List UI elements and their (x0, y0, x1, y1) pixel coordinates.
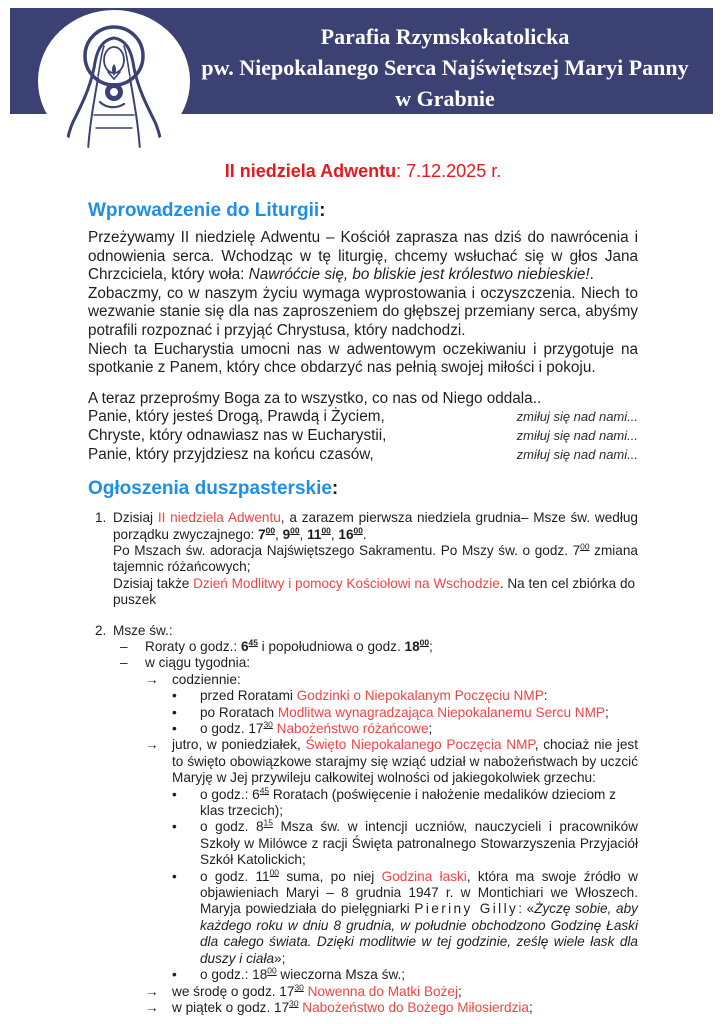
announcement-row-text (200, 721, 638, 737)
announcement-row-text (145, 655, 638, 671)
announcement-row-text (172, 1000, 638, 1016)
text-run: 6 (240, 638, 249, 654)
litany-invocation: Chryste, który odnawiasz nas w Eucharystii, (88, 426, 387, 444)
text-run: 11 (307, 526, 322, 542)
announcement-row (88, 1000, 638, 1016)
arrow-marker: → (145, 999, 159, 1015)
dash-marker: – (120, 638, 128, 654)
text-run: , która ma swoje źródło w objawieniach Maryi – 8 grudnia 1947 r. w Montichiari we Włoszech. Maryja powiedziała do pielęgniarki (200, 868, 638, 917)
virgin-mary-icon (38, 10, 190, 152)
text-run: po Roratach (200, 704, 278, 720)
bullet-marker: • (172, 721, 177, 736)
text-run: 00 (269, 867, 279, 878)
intro-paragraph (88, 229, 638, 285)
text-run: w ciągu tygodnia: (145, 655, 251, 671)
text-run: Msze św.: (113, 622, 173, 638)
announcements-section (88, 478, 638, 1016)
text-run: 00 (419, 637, 430, 648)
announcement-row (88, 981, 638, 1000)
text-run: Dzisiaj także (113, 575, 194, 591)
arrow-marker: → (145, 737, 159, 753)
announcement-row (88, 705, 638, 721)
text-run: , (330, 526, 339, 542)
announcement-row-text (200, 688, 638, 704)
text-run: Msza św. w intencji uczniów, nauczycieli i pracowników Szkoły w Milówce z racji Święta patronalnego Stowarzyszenia Przyjaciół Szkół Katolickich; (200, 819, 638, 868)
bulletin-content (88, 160, 638, 1024)
text-run: 30 (263, 719, 273, 730)
announcement-row-text (172, 672, 638, 688)
text-run: jutro, w poniedziałek, (172, 737, 306, 753)
announcement-item-1 (88, 510, 638, 608)
marian-logo (38, 10, 190, 152)
text-run: 00 (267, 965, 277, 976)
text-run: 7 (258, 526, 266, 542)
item-number: 2. (95, 622, 107, 638)
litany-invocation: Panie, który jesteś Drogą, Prawdą i Życiem, (88, 408, 385, 426)
text-run: 00 (321, 525, 331, 535)
text-run: Przeżywamy II niedzielę Adwentu – Kościół zaprasza nas dziś do nawrócenia i odnowienia serca. Wchodząc w tę liturgię, chcemy wsłuchać się w głos Jana Chrzciciela, który woła: (88, 229, 638, 284)
announcement-row (88, 787, 638, 820)
dash-marker: – (120, 655, 128, 671)
text-run: Zobaczmy, co w naszym życiu wymaga wyprostowania i oczyszczenia. Niech to wezwanie stanie się dla nas zaproszeniem do głębszej przemiany serca, abyśmy potrafili rozpoznać i przyjąć Chrystusa, który nadchodzi. (88, 284, 638, 339)
announcements-heading-text: Ogłoszenia duszpasterskie (88, 478, 332, 500)
litany-lead: A teraz przeprośmy Boga za to wszystko, co nas od Niego oddala.. (88, 389, 542, 407)
item-label (113, 623, 638, 639)
arrow-marker: → (145, 983, 159, 999)
bullet-marker: • (172, 967, 177, 983)
text-run: Nowenna do Matki Bożej (307, 983, 458, 999)
announcements-heading-colon: : (331, 478, 339, 500)
item-paragraph (113, 576, 638, 609)
text-run: suma, po niej (278, 868, 382, 884)
litany-response: zmiłuj się nad nami... (516, 427, 638, 443)
litany-response: zmiłuj się nad nami... (516, 409, 638, 425)
text-run: , a zarazem pierwsza niedziela grudnia– Msze św. według porządku zwyczajnego: (113, 510, 638, 542)
bullet-marker: • (172, 688, 177, 704)
intro-paragraph (88, 285, 638, 341)
text-run: ; (605, 704, 609, 720)
text-run: ; (457, 983, 462, 999)
text-run: Modlitwa wynagradzająca Niepokalanemu Sercu NMP (277, 704, 606, 720)
text-run: ; (429, 638, 433, 654)
text-run: Nabożeństwo różańcowe (276, 721, 429, 736)
text-run: wieczorna Msza św.; (276, 967, 406, 983)
text-run: Niech ta Eucharystia umocni nas w adwentowym oczekiwaniu i przygotuje na spotkanie z Panem, który chce obdarzyć nas pełnią swojej miłości i pokoju. (88, 340, 638, 377)
litany-line (88, 446, 638, 465)
text-run: i popołudniowa o godz. (257, 638, 405, 654)
text-run: Dzisiaj (113, 510, 158, 526)
arrow-marker: → (145, 671, 159, 687)
parish-name-line3: w Grabnie (395, 86, 495, 111)
announcement-row (88, 721, 638, 737)
text-run: Nawróćcie się, bo bliskie jest królestwo niebieskie! (248, 266, 590, 284)
text-run: 16 (338, 526, 354, 542)
text-run: Godzinki o Niepokalanym Poczęciu NMP (296, 688, 544, 704)
announcements-heading (88, 478, 638, 500)
announcement-row-text (200, 869, 638, 967)
text-run: Po Mszach św. adoracja Najświętszego Sakramentu. Po Mszy św. o godz. 7 (113, 542, 581, 558)
bullet-marker: • (172, 868, 177, 884)
text-run: Roraty o godz.: (145, 638, 241, 654)
announcement-row (88, 688, 638, 704)
parish-header-text (185, 21, 705, 114)
litany-invocation: Panie, który przyjdziesz na końcu czasów, (88, 445, 374, 463)
announcements-list (88, 510, 638, 1016)
text-run: II niedziela Adwentu (157, 510, 281, 526)
text-run: o godz.: 18 (200, 967, 268, 983)
litany-block (88, 408, 638, 464)
intro-paragraph (88, 341, 638, 378)
text-run: 18 (404, 638, 420, 654)
text-run: 00 (265, 525, 276, 535)
text-run: przed Roratami (200, 688, 297, 704)
announcement-row (88, 639, 638, 655)
announcement-row (88, 672, 638, 688)
text-run: Święto Niepokalanego Poczęcia NMP (305, 737, 535, 753)
text-run: 00 (580, 541, 590, 552)
text-run: : 7.12.2025 r. (396, 161, 502, 181)
text-run: ; (428, 721, 433, 736)
bullet-marker: • (172, 786, 177, 802)
text-run: codziennie: (172, 671, 241, 687)
item-paragraph (113, 543, 638, 576)
intro-heading-colon: : (319, 200, 326, 221)
litany-line (88, 427, 638, 446)
text-run: 00 (353, 525, 363, 535)
text-run: Dzień Modlitwy i pomocy Kościołowi na Wschodzie (193, 575, 500, 591)
item-paragraph (113, 510, 638, 543)
text-run: : « (518, 901, 535, 917)
text-run: we środę o godz. 17 (172, 983, 295, 999)
text-run: Godzina łaski (381, 868, 467, 884)
text-run: ; (528, 999, 533, 1015)
intro-heading (88, 200, 638, 222)
announcement-row (88, 967, 638, 983)
text-run: : (543, 688, 548, 704)
announcement-row (88, 737, 638, 786)
sunday-title (88, 160, 638, 182)
text-run: , (275, 526, 283, 542)
parish-name-line2: pw. Niepokalanego Serca Najświętszej Maryi Panny (201, 55, 689, 80)
litany-line (88, 408, 638, 427)
announcement-row-text (145, 639, 638, 655)
text-run: Życzę sobie, aby każdego roku w dniu 8 grudnia, w południe obchodzono Godzinę Łaski dla całego świata. Dzięki modlitwie w tej godzinie, ześlę wiele łask dla duszy i ciała (200, 901, 638, 966)
announcement-row-text (172, 981, 638, 1000)
text-run: 30 (289, 998, 299, 1009)
text-run: o godz. 17 (200, 721, 264, 736)
text-run: o godz. 8 (200, 819, 264, 835)
liturgy-intro-section (88, 200, 638, 464)
announcement-row-text (200, 967, 638, 983)
text-run: 30 (294, 981, 304, 992)
text-run: Nabożeństwo do Bożego Miłosierdzia (302, 999, 529, 1015)
bullet-marker: • (172, 819, 177, 835)
text-run: Roratach (poświęcenie i nałożenie medalików dzieciom z klas trzecich); (200, 786, 616, 819)
text-run: w piątek o godz. 17 (172, 999, 290, 1015)
text-run: , chociaż nie jest to święto obowiązkowe starajmy się wziąć udział w nabożeństwach by uczcić Maryję w Jej przywileju całkowitej wolności od jakiegokolwiek grzechu: (172, 737, 638, 786)
announcement-item-2 (88, 623, 638, 1017)
parish-name-line1: Parafia Rzymskokatolicka (320, 24, 570, 49)
announcement-row-text (200, 819, 638, 868)
text-run: , (299, 526, 308, 542)
announcement-row (88, 819, 638, 868)
text-run: II niedziela Adwentu (224, 161, 397, 181)
text-run: 00 (290, 525, 300, 535)
text-run: 9 (282, 526, 291, 542)
text-run: . Na ten cel zbiórka do puszek (113, 575, 636, 608)
announcement-row-text (200, 787, 638, 820)
item-subrows (88, 639, 638, 1016)
announcement-row-text (172, 737, 638, 786)
text-run: Pieriny Gilly (414, 901, 519, 917)
item-text (113, 510, 638, 608)
text-run: o godz. 11 (200, 868, 270, 884)
litany-response: zmiłuj się nad nami... (516, 446, 638, 462)
announcement-row (88, 655, 638, 671)
text-run: 45 (248, 637, 258, 648)
text-run: o godz.: 6 (200, 786, 260, 802)
text-run: . (362, 526, 367, 542)
bullet-marker: • (172, 704, 177, 720)
text-run: 45 (259, 785, 270, 796)
announcement-row (88, 869, 638, 967)
item-number: 1. (95, 510, 107, 526)
text-run: zmiana tajemnic różańcowych; (113, 542, 638, 575)
intro-heading-text: Wprowadzenie do Liturgii (88, 200, 320, 221)
text-run: . (589, 266, 594, 284)
text-run: »; (274, 950, 286, 966)
text-run: 15 (263, 817, 273, 828)
